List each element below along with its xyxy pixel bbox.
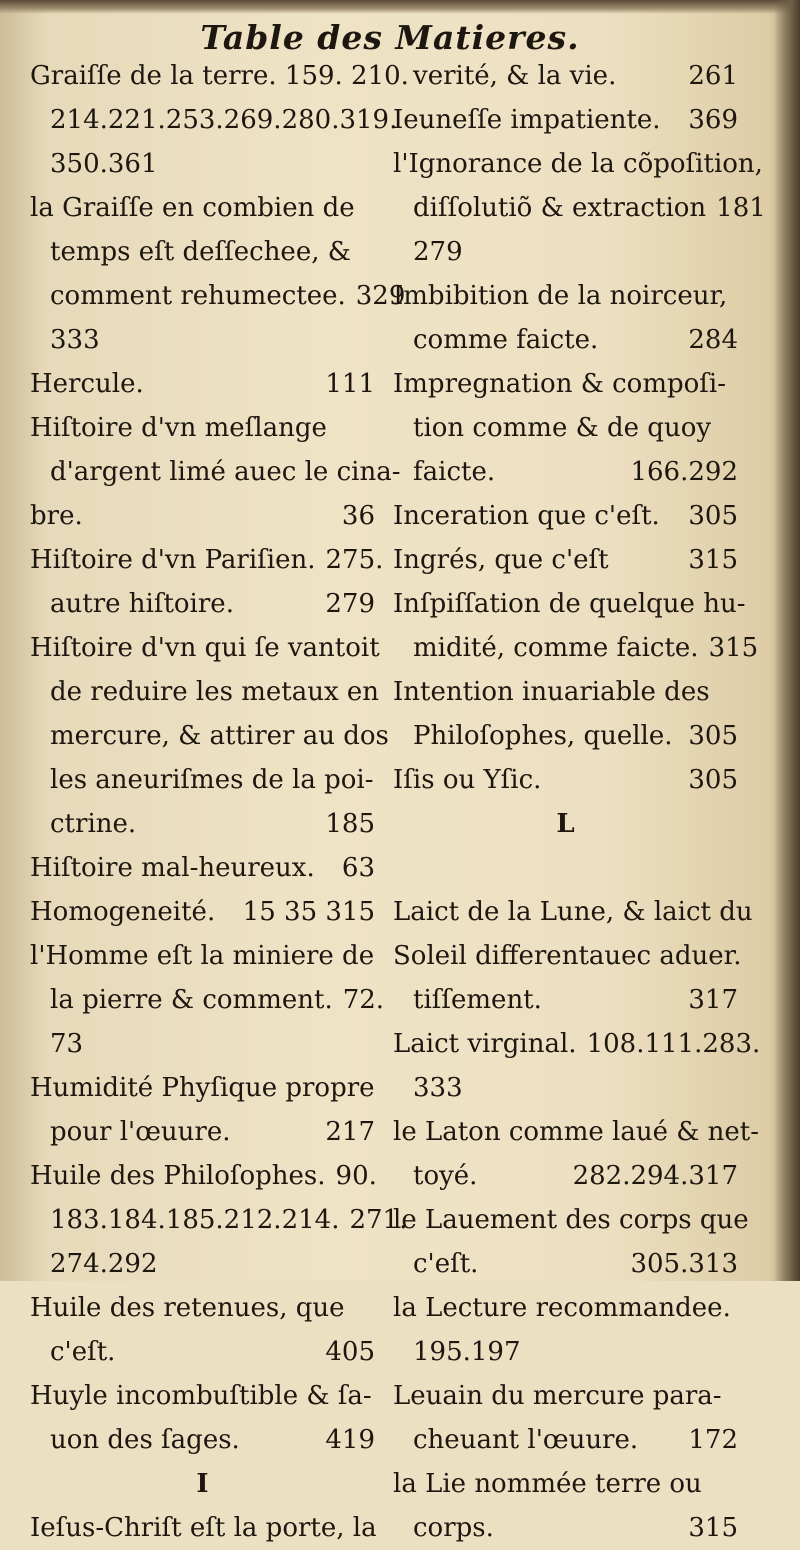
section-letter <box>30 1462 375 1506</box>
index-entry-line <box>30 1022 375 1066</box>
entry-page-ref: 282.294.317 <box>572 1161 738 1191</box>
entry-text: 73 <box>50 1029 84 1059</box>
entry-page-ref: 315 <box>688 545 738 575</box>
index-entry-line <box>393 934 742 978</box>
entry-text: le Laton comme laué & net- <box>393 1117 760 1147</box>
entry-text: Laict de la Lune, & laict du <box>393 897 753 927</box>
entry-text: Hiſtoire mal-heureux. <box>30 853 315 883</box>
entry-text: Leuain du mercure para- <box>393 1381 722 1411</box>
entry-page-ref: 36 <box>341 501 375 531</box>
index-entry-line <box>30 802 375 846</box>
entry-text: Iſis ou Yſic. <box>393 765 542 795</box>
index-entry-line <box>393 714 738 758</box>
entry-text: la pierre & comment. <box>50 985 333 1015</box>
entry-text: Hercule. <box>30 369 144 399</box>
entry-text: temps eſt deſſechee, & <box>50 237 351 267</box>
entry-page-ref: 305 <box>688 501 738 531</box>
entry-page-ref: 166.292 <box>630 457 738 487</box>
index-entry-line <box>30 538 384 582</box>
index-entry-line <box>393 230 738 274</box>
index-entry-line <box>393 450 738 494</box>
index-entry-line <box>30 582 375 626</box>
page-header: Table des Matieres. <box>200 18 580 57</box>
entry-page-ref: 315 <box>688 1513 738 1543</box>
entry-text: cheuant l'œuure. <box>413 1425 639 1455</box>
entry-text: diſſolutiõ & extraction <box>413 193 707 223</box>
entry-text: Soleil differentauec aduer. <box>393 941 742 971</box>
entry-text: 214.221.253.269.280.319. <box>50 105 398 135</box>
entry-text: Huile des Philoſophes. <box>30 1161 326 1191</box>
entry-page-ref: 305 <box>688 721 738 751</box>
entry-page-ref: 111 <box>325 369 375 399</box>
entry-text: comme faicte. <box>413 325 599 355</box>
index-entry-line <box>30 1506 375 1550</box>
index-entry-line <box>393 538 738 582</box>
entry-page-ref: 261 <box>688 61 738 91</box>
entry-text: c'eſt. <box>50 1337 116 1367</box>
entry-text: Intention inuariable des <box>393 677 710 707</box>
entry-text: 274.292 <box>50 1249 158 1279</box>
entry-text: Ieuneſſe impatiente. <box>393 105 661 135</box>
entry-text: 350.361 <box>50 149 158 179</box>
entry-text: Ingrés, que c'eſt <box>393 545 609 575</box>
index-entry-line <box>393 890 753 934</box>
entry-page-ref: 329 <box>355 281 406 311</box>
entry-text: tiſſement. <box>413 985 542 1015</box>
page-top-shadow <box>0 0 800 14</box>
entry-page-ref: 72. <box>342 985 385 1015</box>
entry-page-ref: 181 <box>716 193 766 223</box>
index-entry-line <box>393 1330 738 1374</box>
section-letter <box>393 802 738 846</box>
index-entry-line <box>393 1198 749 1242</box>
index-entry-line <box>30 318 375 362</box>
index-column-left <box>30 54 409 1550</box>
index-entry-line <box>30 714 389 758</box>
index-entry-line <box>393 1154 738 1198</box>
entry-page-ref: 275. <box>325 545 384 575</box>
index-entry-line <box>393 626 759 670</box>
page-binding-edge <box>774 0 800 1281</box>
entry-text: Ieſus-Chriſt eſt la porte, la <box>30 1513 377 1543</box>
entry-text: Impregnation & compoſi- <box>393 369 726 399</box>
entry-text: L <box>556 809 575 839</box>
index-entry-line <box>30 1066 375 1110</box>
entry-text: verité, & la vie. <box>413 61 617 91</box>
entry-text: les aneuriſmes de la poi- <box>50 765 374 795</box>
index-entry-line <box>393 186 766 230</box>
index-entry-line <box>393 1374 738 1418</box>
index-entry-line <box>30 758 375 802</box>
entry-text: Hiſtoire d'vn qui ſe vantoit <box>30 633 380 663</box>
index-entry-line <box>30 1198 408 1242</box>
entry-page-ref: 63 <box>341 853 375 883</box>
entry-page-ref: 172 <box>688 1425 738 1455</box>
index-entry-line <box>393 670 738 714</box>
entry-text: autre hiſtoire. <box>50 589 234 619</box>
entry-text: corps. <box>413 1513 494 1543</box>
index-entry-line <box>30 54 409 98</box>
index-entry-line <box>393 1418 738 1462</box>
index-entry-line <box>30 450 401 494</box>
index-entry-line <box>30 362 375 406</box>
entry-text: Hiſtoire d'vn meſlange <box>30 413 327 443</box>
index-entry-line <box>393 1066 738 1110</box>
index-entry-line <box>393 274 738 318</box>
entry-text: midité, comme faicte. <box>413 633 699 663</box>
index-entry-line <box>30 1418 375 1462</box>
index-entry-line <box>30 406 375 450</box>
entry-page-ref: 271. <box>349 1205 408 1235</box>
entry-text: Humidité Phyſique propre <box>30 1073 375 1103</box>
entry-text: Laict virginal. <box>393 1029 577 1059</box>
entry-text: ctrine. <box>50 809 137 839</box>
entry-text: la Lecture recommandee. <box>393 1293 731 1323</box>
entry-page-ref: 284 <box>688 325 738 355</box>
entry-text: Hiſtoire d'vn Pariſien. <box>30 545 316 575</box>
entry-text: l'Ignorance de la cõpoſition, <box>393 149 763 179</box>
index-entry-line <box>393 318 738 362</box>
entry-page-ref: 405 <box>325 1337 375 1367</box>
entry-text: pour l'œuure. <box>50 1117 231 1147</box>
entry-text: d'argent limé auec le cina- <box>50 457 401 487</box>
index-entry-line <box>30 626 380 670</box>
entry-text: faicte. <box>413 457 496 487</box>
entry-text: le Lauement des corps que <box>393 1205 749 1235</box>
index-entry-line <box>393 98 738 142</box>
entry-text: uon des ſages. <box>50 1425 240 1455</box>
entry-text: la Lie nommée terre ou <box>393 1469 702 1499</box>
entry-text: Graiſſe de la terre. 159. 210. <box>30 61 409 91</box>
index-entry-line <box>393 1242 738 1286</box>
entry-text: Homogeneité. <box>30 897 216 927</box>
index-entry-line <box>393 1506 738 1550</box>
entry-page-ref: 315 <box>708 633 759 663</box>
index-entry-line <box>393 406 738 450</box>
index-entry-line <box>393 362 738 406</box>
entry-text: tion comme & de quoy <box>413 413 712 443</box>
entry-page-ref: 369 <box>688 105 738 135</box>
entry-text: Inſpiſſation de quelque hu- <box>393 589 746 619</box>
entry-text: Inceration que c'eſt. <box>393 501 660 531</box>
entry-page-ref: 305 <box>688 765 738 795</box>
entry-page-ref: 317 <box>688 985 738 1015</box>
index-entry-line <box>393 846 738 890</box>
entry-text: mercure, & attirer au dos <box>50 721 389 751</box>
entry-page-ref: 108.111.283. <box>586 1029 761 1059</box>
entry-text: la Graiſſe en combien de <box>30 193 355 223</box>
entry-page-ref: 217 <box>325 1117 375 1147</box>
entry-page-ref: 15 35 315 <box>242 897 375 927</box>
entry-text: toyé. <box>413 1161 478 1191</box>
index-entry-line <box>30 1330 375 1374</box>
index-entry-line <box>393 758 738 802</box>
index-entry-line <box>393 1286 738 1330</box>
entry-text: Imbibition de la noirceur, <box>393 281 728 311</box>
index-entry-line <box>30 934 375 978</box>
index-entry-line <box>30 274 406 318</box>
index-entry-line <box>393 1462 738 1506</box>
entry-text: I <box>196 1469 209 1499</box>
entry-text: comment rehumectee. <box>50 281 346 311</box>
index-entry-line <box>393 494 738 538</box>
entry-text: l'Homme eſt la miniere de <box>30 941 375 971</box>
index-entry-line <box>393 1022 761 1066</box>
entry-text: Huile des retenues, que <box>30 1293 345 1323</box>
index-entry-line <box>393 1110 760 1154</box>
entry-text: 279 <box>413 237 463 267</box>
index-entry-line <box>30 1242 375 1286</box>
entry-text: 195.197 <box>413 1337 521 1367</box>
entry-text: Philoſophes, quelle. <box>413 721 673 751</box>
index-entry-line <box>30 494 375 538</box>
entry-text: Huyle incombuſtible & ſa- <box>30 1381 372 1411</box>
index-entry-line <box>393 54 738 98</box>
index-entry-line <box>393 978 738 1022</box>
index-entry-line <box>30 890 375 934</box>
index-entry-line <box>30 1110 375 1154</box>
index-entry-line <box>30 142 375 186</box>
index-entry-line <box>30 1286 375 1330</box>
index-column-right <box>393 54 766 1550</box>
entry-page-ref: 305.313 <box>630 1249 738 1279</box>
index-entry-line <box>30 670 379 714</box>
entry-text: 183.184.185.212.214. <box>50 1205 340 1235</box>
entry-text: bre. <box>30 501 83 531</box>
index-entry-line <box>393 142 763 186</box>
entry-text: c'eſt. <box>413 1249 479 1279</box>
index-entry-line <box>30 186 375 230</box>
index-entry-line <box>30 1374 375 1418</box>
entry-text: 333 <box>50 325 100 355</box>
index-entry-line <box>30 846 375 890</box>
entry-page-ref: 419 <box>325 1425 375 1455</box>
entry-page-ref: 185 <box>325 809 375 839</box>
index-entry-line <box>393 582 746 626</box>
entry-page-ref: 279 <box>325 589 375 619</box>
index-entry-line <box>30 230 375 274</box>
index-entry-line <box>30 98 398 142</box>
entry-page-ref: 90. <box>335 1161 377 1191</box>
entry-text: de reduire les metaux en <box>50 677 379 707</box>
entry-text: 333 <box>413 1073 463 1103</box>
index-entry-line <box>30 1154 375 1198</box>
index-entry-line <box>30 978 385 1022</box>
